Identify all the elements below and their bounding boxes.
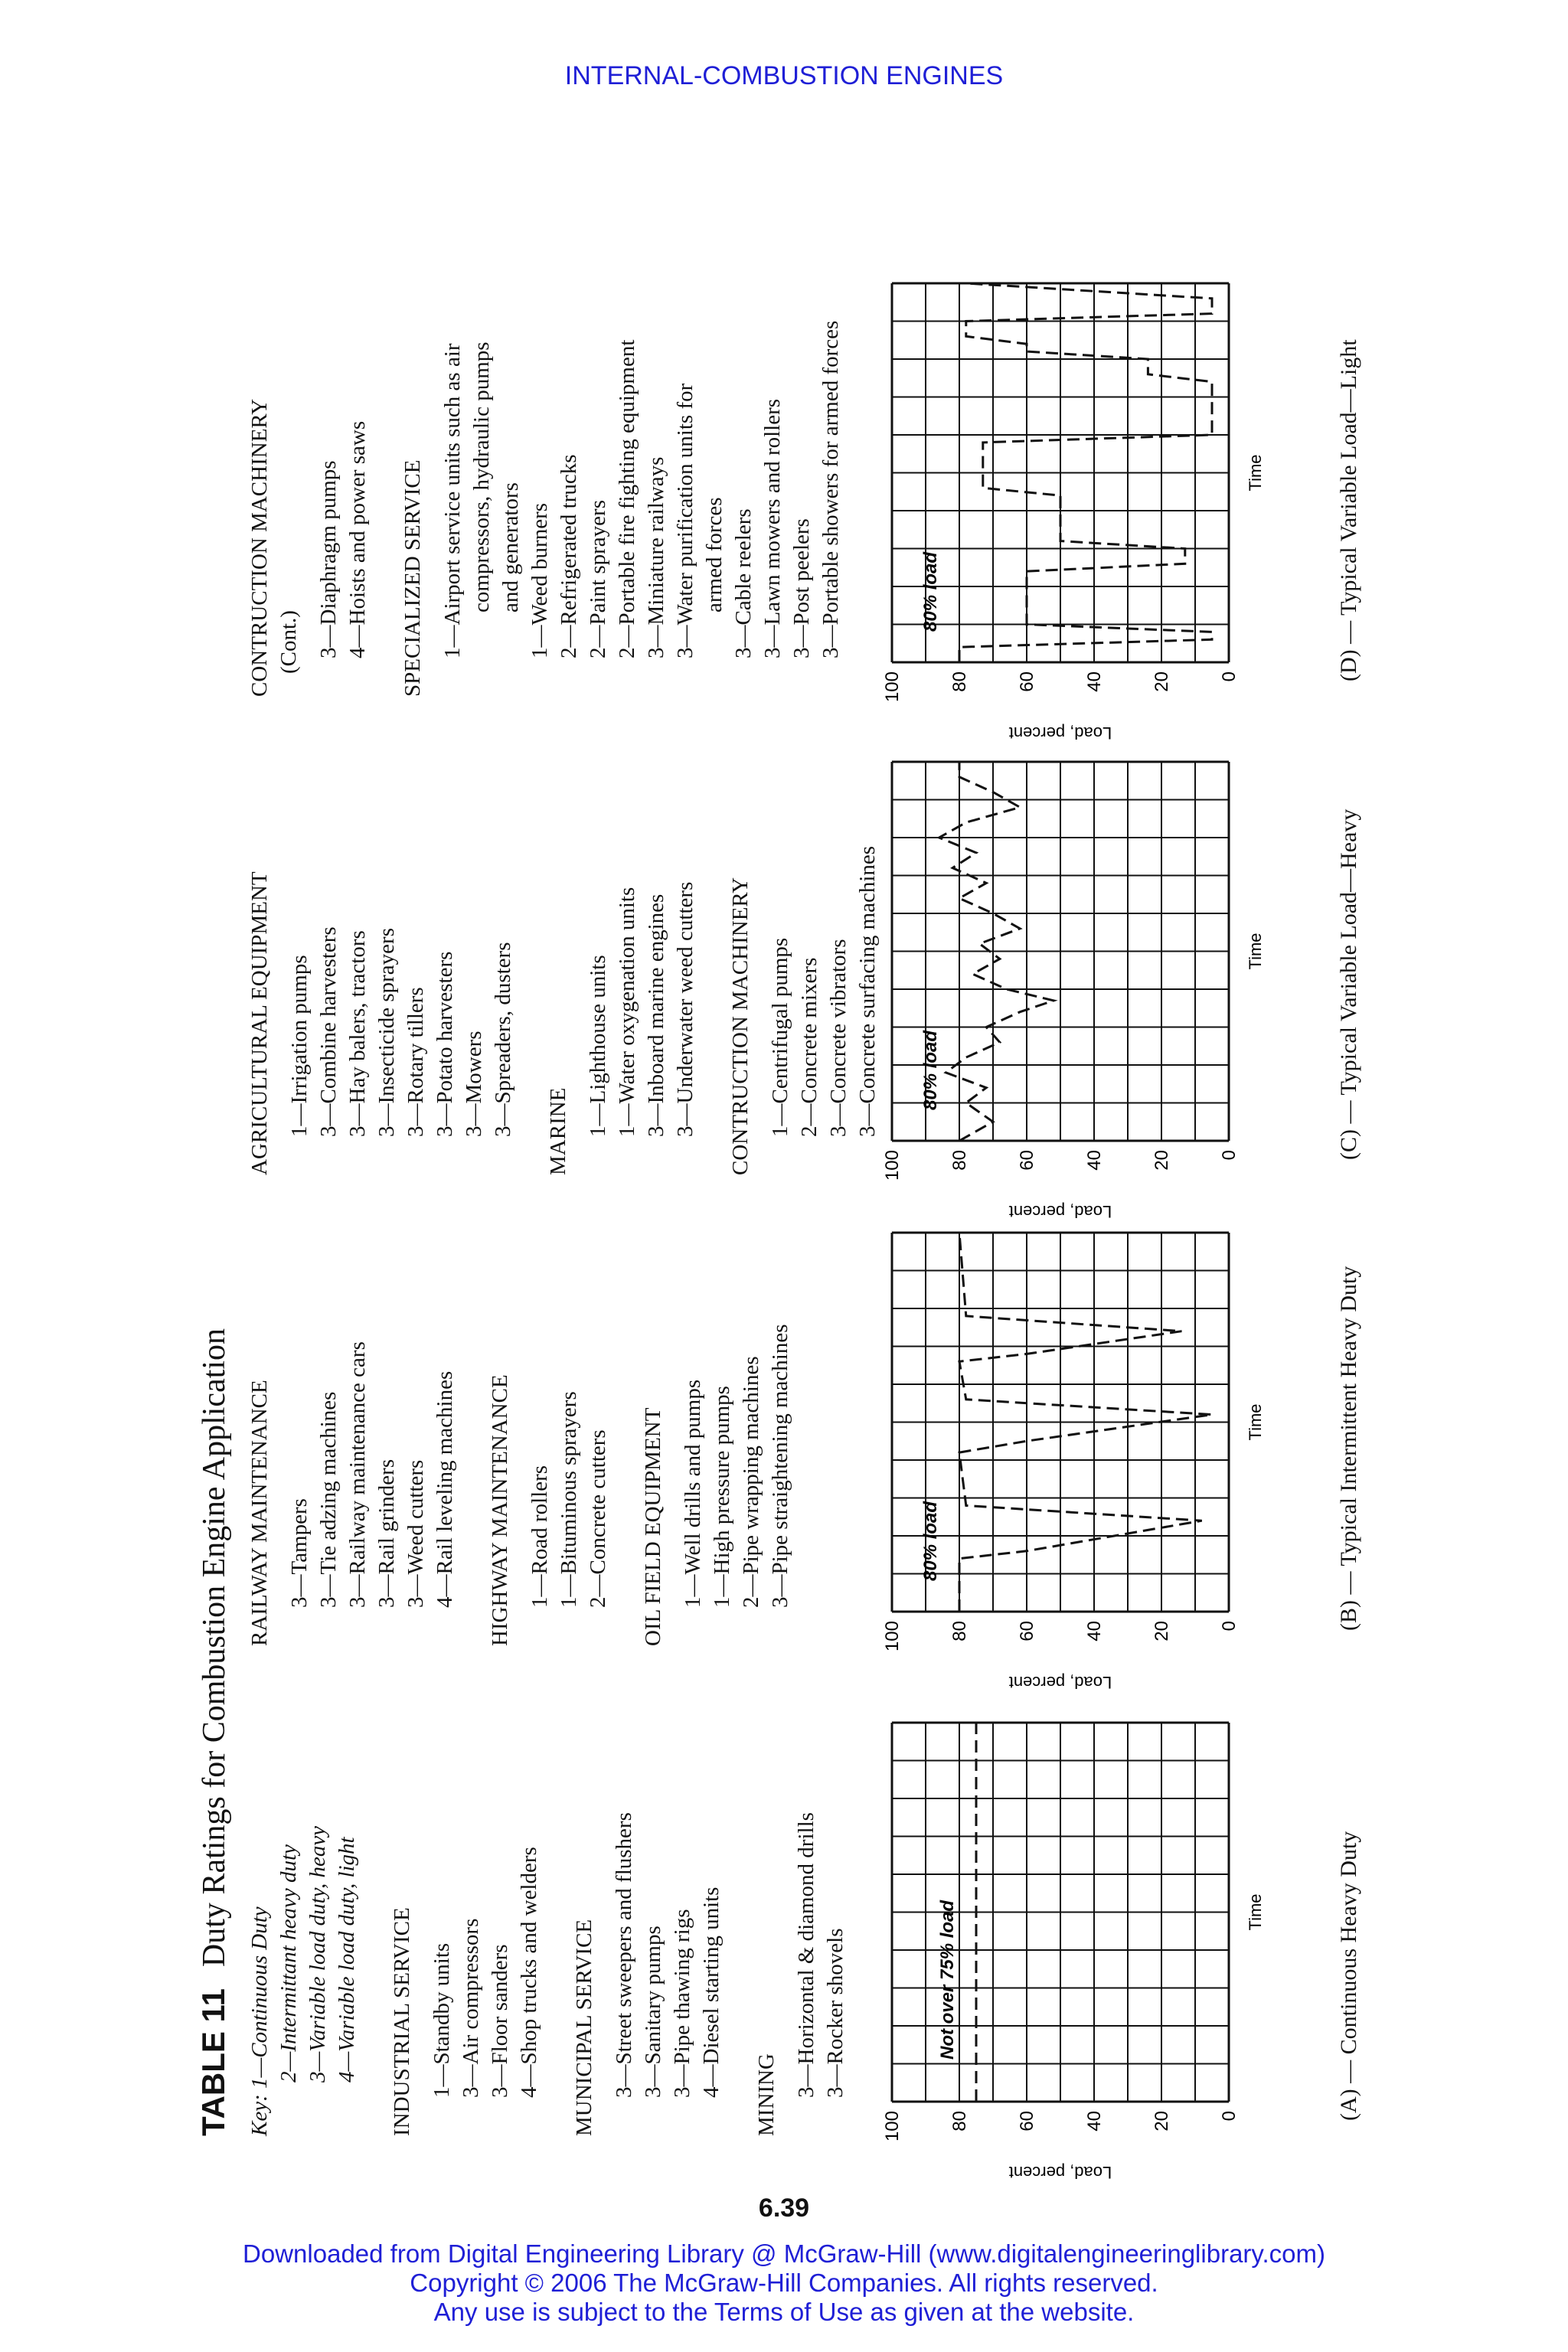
- list-item: 3—Rotary tillers: [403, 987, 428, 1137]
- x-axis-label: Time: [1246, 454, 1265, 492]
- chart-svg: [884, 1225, 1313, 1700]
- list-item: 3—Insecticide sprayers: [374, 928, 399, 1137]
- y-axis-label: Load, percent: [1008, 1673, 1112, 1692]
- footer-line: Copyright © 2006 The McGraw-Hill Companies. All rights reserved.: [410, 2269, 1158, 2297]
- list-item: 3—Rocker shovels: [823, 1928, 848, 2098]
- list-item: 3—Combine harvesters: [316, 926, 341, 1137]
- y-tick-label: 40: [1084, 2111, 1105, 2132]
- y-tick-label: 40: [1084, 671, 1105, 692]
- list-item: 3—Inboard marine engines: [644, 893, 668, 1137]
- list-item: 1—High pressure pumps: [710, 1386, 734, 1608]
- chart-caption: (D) — Typical Variable Load—Light: [1336, 339, 1361, 681]
- key-item: 3—Variable load duty, heavy: [305, 1825, 330, 2082]
- section-heading: SPECIALIZED SERVICE: [400, 459, 425, 697]
- key-item: 4—Variable load duty, light: [335, 1837, 359, 2082]
- y-tick-label: 100: [882, 2111, 903, 2142]
- y-tick-label: 0: [1219, 2111, 1240, 2122]
- y-tick-label: 60: [1017, 2111, 1037, 2132]
- y-tick-label: 20: [1152, 671, 1172, 692]
- list-item: 3—Lawn mowers and rollers: [760, 398, 785, 658]
- y-tick-label: 100: [882, 671, 903, 703]
- list-item: 3—Post peelers: [789, 518, 814, 658]
- page-number: 6.39: [758, 2194, 810, 2223]
- list-item: 3—Horizontal & diamond drills: [794, 1812, 818, 2098]
- load-annotation: 80% load: [920, 551, 941, 632]
- list-item: 3—Air compressors: [459, 1918, 483, 2098]
- list-item: 3—Water purification units for: [673, 383, 697, 658]
- y-tick-label: 60: [1017, 1621, 1037, 1642]
- list-item: 2—Concrete cutters: [586, 1429, 610, 1608]
- list-item: 3—Miniature railways: [644, 456, 668, 658]
- section-heading: MARINE: [546, 1087, 570, 1175]
- list-item: 1—Water oxygenation units: [615, 887, 639, 1137]
- footer-line: Any use is subject to the Terms of Use as given at the website.: [433, 2298, 1135, 2326]
- rotated-table: [195, 161, 1420, 2182]
- list-item: 4—Rail leveling machines: [433, 1370, 457, 1608]
- list-item: 2—Paint sprayers: [586, 500, 610, 658]
- list-item: 2—Concrete mixers: [797, 957, 822, 1137]
- y-tick-label: 20: [1152, 1621, 1172, 1642]
- table-caption: [195, 1328, 233, 2136]
- list-item: 3—Weed cutters: [403, 1459, 428, 1608]
- column-4: [245, 321, 845, 697]
- section-heading: CONTRUCTION MACHINERY: [247, 398, 272, 697]
- load-chart: [884, 769, 1359, 1229]
- list-item: 1—Centrifugal pumps: [768, 937, 792, 1137]
- y-axis-label: Load, percent: [1008, 724, 1112, 743]
- list-item: 3—Hay balers, tractors: [345, 930, 370, 1137]
- list-item: 3—Street sweepers and flushers: [612, 1812, 636, 2098]
- list-item: and generators: [498, 482, 523, 612]
- list-item: 1—Airport service units such as air: [440, 343, 465, 658]
- list-item: 1—Standby units: [430, 1942, 454, 2098]
- chart-caption: (C) — Typical Variable Load—Heavy: [1336, 808, 1361, 1160]
- list-item: 3—Portable showers for armed forces: [818, 320, 843, 658]
- list-item: armed forces: [702, 497, 727, 612]
- load-annotation: 80% load: [920, 1501, 941, 1581]
- y-tick-label: 40: [1084, 1150, 1105, 1171]
- section-subheading: (Cont.): [276, 610, 301, 674]
- section-heading: INDUSTRIAL SERVICE: [390, 1907, 414, 2136]
- list-item: 1—Bituminous sprayers: [557, 1391, 581, 1608]
- list-item: 3—Underwater weed cutters: [673, 881, 697, 1137]
- y-tick-label: 60: [1017, 1150, 1037, 1171]
- footer-line: Downloaded from Digital Engineering Library @ McGraw-Hill (www.digitalengineeringlibrary.com): [243, 2239, 1325, 2268]
- load-annotation: 80% load: [920, 1030, 941, 1110]
- list-item: 1—Road rollers: [528, 1465, 552, 1608]
- y-axis-label: Load, percent: [1008, 1202, 1112, 1221]
- x-axis-label: Time: [1246, 933, 1265, 970]
- section-heading: RAILWAY MAINTENANCE: [247, 1380, 272, 1646]
- list-item: 3—Pipe thawing rigs: [670, 1909, 694, 2098]
- section-heading: OIL FIELD EQUIPMENT: [641, 1407, 665, 1646]
- y-tick-label: 80: [949, 1150, 970, 1171]
- y-tick-label: 20: [1152, 1150, 1172, 1171]
- section-heading: MUNICIPAL SERVICE: [572, 1919, 596, 2136]
- list-item: 3—Concrete vibrators: [826, 939, 851, 1137]
- list-item: compressors, hydraulic pumps: [469, 341, 494, 612]
- list-item: 3—Tampers: [287, 1498, 312, 1608]
- key-item: 2—Intermittant heavy duty: [276, 1844, 301, 2082]
- key-line: [245, 1812, 274, 2136]
- section-heading: MINING: [754, 2053, 779, 2136]
- list-item: 3—Mowers: [462, 1031, 486, 1137]
- y-tick-label: 80: [949, 1621, 970, 1642]
- y-tick-label: 0: [1219, 671, 1240, 682]
- x-axis-label: Time: [1246, 1403, 1265, 1441]
- y-tick-label: 0: [1219, 1150, 1240, 1161]
- y-axis-label: Load, percent: [1008, 2163, 1112, 2182]
- table-label: TABLE 11: [195, 1988, 231, 2136]
- y-tick-label: 0: [1219, 1621, 1240, 1632]
- section-heading: CONTRUCTION MACHINERY: [728, 877, 753, 1175]
- section-heading: HIGHWAY MAINTENANCE: [488, 1374, 512, 1646]
- column-1: [245, 1812, 850, 2136]
- load-chart: [884, 291, 1359, 750]
- list-item: 3—Rail grinders: [374, 1459, 399, 1608]
- list-item: 1—Weed burners: [528, 502, 552, 658]
- table-title: Duty Ratings for Combustion Engine Application: [197, 1328, 232, 1968]
- y-tick-label: 100: [882, 1621, 903, 1652]
- y-tick-label: 80: [949, 671, 970, 692]
- chart-caption: (B) — Typical Intermittent Heavy Duty: [1336, 1266, 1361, 1631]
- list-item: 4—Diesel starting units: [699, 1886, 724, 2098]
- key-item: 1—Continuous Duty: [247, 1906, 272, 2089]
- load-chart: [884, 1730, 1359, 2190]
- y-tick-label: 20: [1152, 2111, 1172, 2132]
- y-tick-label: 80: [949, 2111, 970, 2132]
- x-axis-label: Time: [1246, 1893, 1265, 1931]
- chart-svg: [884, 754, 1313, 1229]
- load-chart: [884, 1240, 1359, 1700]
- footer: [0, 2239, 1568, 2327]
- key-label: Key:: [247, 2094, 272, 2136]
- chart-svg: [884, 1715, 1313, 2190]
- list-item: 3—Spreaders, dusters: [491, 942, 515, 1137]
- list-item: 3—Potato harvesters: [433, 951, 457, 1137]
- list-item: 3—Pipe straightening machines: [768, 1324, 792, 1608]
- y-tick-label: 40: [1084, 1621, 1105, 1642]
- running-header: INTERNAL-COMBUSTION ENGINES: [564, 61, 1004, 90]
- y-tick-label: 100: [882, 1150, 903, 1181]
- list-item: 3—Diaphragm pumps: [316, 460, 341, 658]
- column-2: [245, 1325, 795, 1647]
- chart-svg: [884, 276, 1313, 750]
- list-item: 3—Railway maintenance cars: [345, 1341, 370, 1608]
- list-item: 1—Lighthouse units: [586, 955, 610, 1137]
- column-3: [245, 846, 882, 1175]
- list-item: 4—Shop trucks and welders: [517, 1847, 541, 2098]
- list-item: 4—Hoists and power saws: [345, 420, 370, 658]
- list-item: 2—Portable fire fighting equipment: [615, 339, 639, 658]
- list-item: 1—Irrigation pumps: [287, 955, 312, 1137]
- y-tick-label: 60: [1017, 671, 1037, 692]
- list-item: 3—Sanitary pumps: [641, 1926, 665, 2098]
- list-item: 3—Concrete surfacing machines: [855, 845, 880, 1137]
- list-item: 3—Floor sanders: [488, 1944, 512, 2098]
- list-item: 3—Tie adzing machines: [316, 1391, 341, 1608]
- list-item: 1—Well drills and pumps: [681, 1379, 705, 1608]
- list-item: 2—Pipe wrapping machines: [739, 1356, 763, 1608]
- section-heading: AGRICULTURAL EQUIPMENT: [247, 871, 272, 1175]
- list-item: 2—Refrigerated trucks: [557, 454, 581, 658]
- list-item: 3—Cable reelers: [731, 508, 756, 658]
- chart-caption: (A) — Continuous Heavy Duty: [1336, 1831, 1361, 2121]
- load-annotation: Not over 75% load: [937, 1900, 958, 2060]
